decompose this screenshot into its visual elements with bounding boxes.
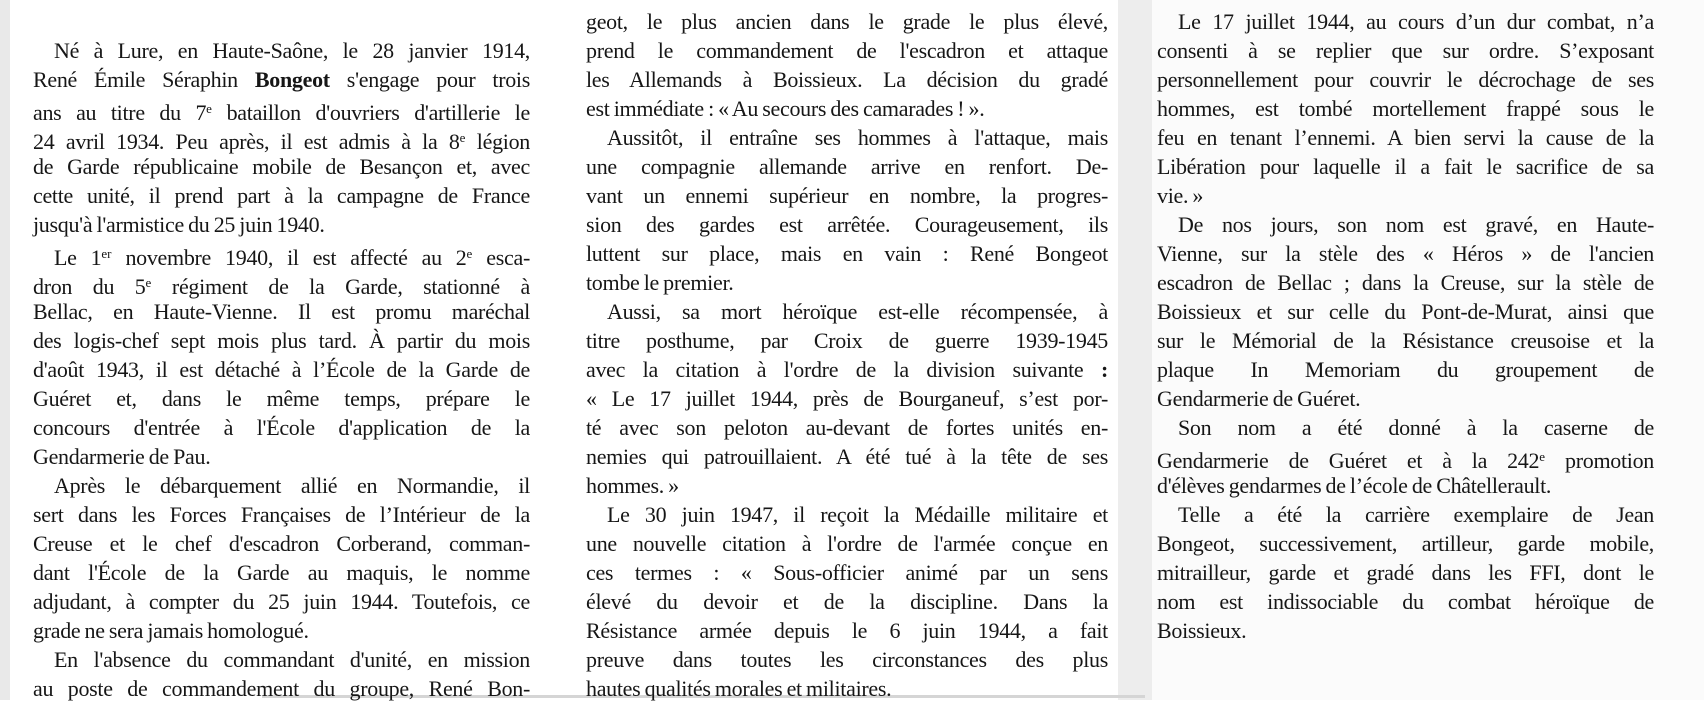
scan-left-edge <box>0 0 10 700</box>
text-line: une nouvelle citation à l'ordre de l'armée conçue en <box>586 531 1108 556</box>
text-line: élevé du devoir et de la discipline. Dans la <box>586 589 1108 614</box>
text-line: ans au titre du 7e bataillon d'ouvriers d'artillerie le <box>33 100 530 125</box>
text-line: jusqu'à l'armistice du 25 juin 1940. <box>33 212 325 237</box>
text-line: est immédiate : « Au secours des camarades ! ». <box>586 96 985 121</box>
text-line: d'août 1943, il est détaché à l’École de la Garde de <box>33 357 530 382</box>
text-line: Aussitôt, il entraîne ses hommes à l'attaque, mais <box>607 125 1108 150</box>
text-line: hommes, est tombé mortellement frappé sous le <box>1157 96 1654 121</box>
text-line: Telle a été la carrière exemplaire de Jean <box>1178 502 1654 527</box>
text-line: sion des gardes est arrêtée. Courageusement, ils <box>586 212 1108 237</box>
text-line: luttent sur place, mais en vain : René Bongeot <box>586 241 1108 266</box>
ordinal-superscript: e <box>145 275 152 290</box>
text-line: sert dans les Forces Françaises de l’Intérieur de la <box>33 502 530 527</box>
bold-text: : <box>1083 357 1108 382</box>
ordinal-superscript: e <box>459 130 466 145</box>
ordinal-superscript: er <box>101 246 112 261</box>
text-line: Guéret et, dans le même temps, prépare le <box>33 386 530 411</box>
text-line: Boissieux et sur celle du Pont-de-Murat, ainsi que <box>1157 299 1654 324</box>
text-line: hautes qualités morales et militaires. <box>586 676 892 701</box>
ordinal-superscript: e <box>466 246 473 261</box>
text-line: feu en tenant l’ennemi. A bien servi la cause de la <box>1157 125 1654 150</box>
text-line: Après le débarquement allié en Normandie, il <box>54 473 530 498</box>
text-line: grade ne sera jamais homologué. <box>33 618 309 643</box>
text-column-3 <box>1157 7 1654 645</box>
text-line: Le 30 juin 1947, il reçoit la Médaille militaire et <box>607 502 1108 527</box>
text-column-1 <box>33 36 530 703</box>
text-line: Gendarmerie de Pau. <box>33 444 211 469</box>
text-line: vie. » <box>1157 183 1204 208</box>
text-line: prend le commandement de l'escadron et attaque <box>586 38 1108 63</box>
text-line: des logis-chef sept mois plus tard. À partir du mois <box>33 328 530 353</box>
text-line: nemies qui patrouillaient. A été tué à la tête de ses <box>586 444 1108 469</box>
text-line: personnellement pour couvrir le décrochage de ses <box>1157 67 1654 92</box>
text-line: Vienne, sur la stèle des « Héros » de l'ancien <box>1157 241 1654 266</box>
text-line: nom est indissociable du combat héroïque de <box>1157 589 1654 614</box>
text-line: Boissieux. <box>1157 618 1247 643</box>
text-line: de Garde républicaine mobile de Besançon et, avec <box>33 154 530 179</box>
text-line: concours d'entrée à l'École d'application de la <box>33 415 530 440</box>
text-line: Le 17 juillet 1944, au cours d’un dur combat, n’a <box>1178 9 1654 34</box>
text-line: une compagnie allemande arrive en renfort. De- <box>586 154 1108 179</box>
text-line: Aussi, sa mort héroïque est-elle récompensée, à <box>607 299 1108 324</box>
text-line: dant l'École de la Garde au maquis, le nomme <box>33 560 530 585</box>
text-line: les Allemands à Boissieux. La décision du gradé <box>586 67 1108 92</box>
bold-text: Bongeot <box>254 67 330 92</box>
text-line: En l'absence du commandant d'unité, en mission <box>54 647 530 672</box>
text-line: Né à Lure, en Haute-Saône, le 28 janvier 1914, <box>54 38 530 63</box>
text-line: au poste de commandement du groupe, René Bon- <box>33 676 530 701</box>
text-line: titre posthume, par Croix de guerre 1939-1945 <box>586 328 1108 353</box>
text-line: Le 1er novembre 1940, il est affecté au 2e esca- <box>54 245 530 270</box>
text-line: Gendarmerie de Guéret et à la 242e promotion <box>1157 448 1655 473</box>
ordinal-superscript: e <box>206 101 212 116</box>
text-line: « Le 17 juillet 1944, près de Bourganeuf, s’est por- <box>586 386 1108 411</box>
text-line: avec la citation à l'ordre de la division suivante : <box>586 357 1108 382</box>
text-line: vant un ennemi supérieur en nombre, la progres- <box>586 183 1108 208</box>
text-line: plaque In Memoriam du groupement de <box>1157 357 1654 382</box>
text-line: Résistance armée depuis le 6 juin 1944, a fait <box>586 618 1108 643</box>
text-line: consenti à se replier que sur ordre. S’exposant <box>1157 38 1654 63</box>
text-line: tombe le premier. <box>586 270 734 295</box>
text-line: Libération pour laquelle il a fait le sacrifice de sa <box>1157 154 1654 179</box>
text-line: geot, le plus ancien dans le grade le plus élevé, <box>586 9 1108 34</box>
page-gutter <box>1118 0 1152 700</box>
text-line: preuve dans toutes les circonstances des plus <box>586 647 1108 672</box>
text-line: cette unité, il prend part à la campagne de France <box>33 183 530 208</box>
text-line: hommes. » <box>586 473 679 498</box>
text-line: mitrailleur, garde et gradé dans les FFI, dont le <box>1157 560 1654 585</box>
text-line: Bongeot, successivement, artilleur, garde mobile, <box>1157 531 1654 556</box>
text-line: René Émile Séraphin Bongeot s'engage pour trois <box>33 67 530 92</box>
text-line: adjudant, à compter du 25 juin 1944. Toutefois, ce <box>33 589 530 614</box>
text-line: sur le Mémorial de la Résistance creusoise et la <box>1157 328 1654 353</box>
text-line: Gendarmerie de Guéret. <box>1157 386 1361 411</box>
text-line: 24 avril 1934. Peu après, il est admis à la 8e légion <box>33 129 530 154</box>
text-column-2 <box>586 7 1108 703</box>
text-line: ces termes : « Sous-officier animé par un sens <box>586 560 1108 585</box>
text-line: De nos jours, son nom est gravé, en Haute- <box>1178 212 1654 237</box>
ordinal-superscript: e <box>1539 449 1545 464</box>
text-line: Creuse et le chef d'escadron Corberand, comman- <box>33 531 530 556</box>
text-line: Son nom a été donné à la caserne de <box>1178 415 1654 440</box>
text-line: escadron de Bellac ; dans la Creuse, sur la stèle de <box>1157 270 1654 295</box>
text-line: té avec son peloton au-devant de fortes unités en- <box>586 415 1108 440</box>
text-line: Bellac, en Haute-Vienne. Il est promu maréchal <box>33 299 530 324</box>
text-line: dron du 5e régiment de la Garde, stationné à <box>33 274 530 299</box>
text-line: d'élèves gendarmes de l’école de Châtellerault. <box>1157 473 1552 498</box>
